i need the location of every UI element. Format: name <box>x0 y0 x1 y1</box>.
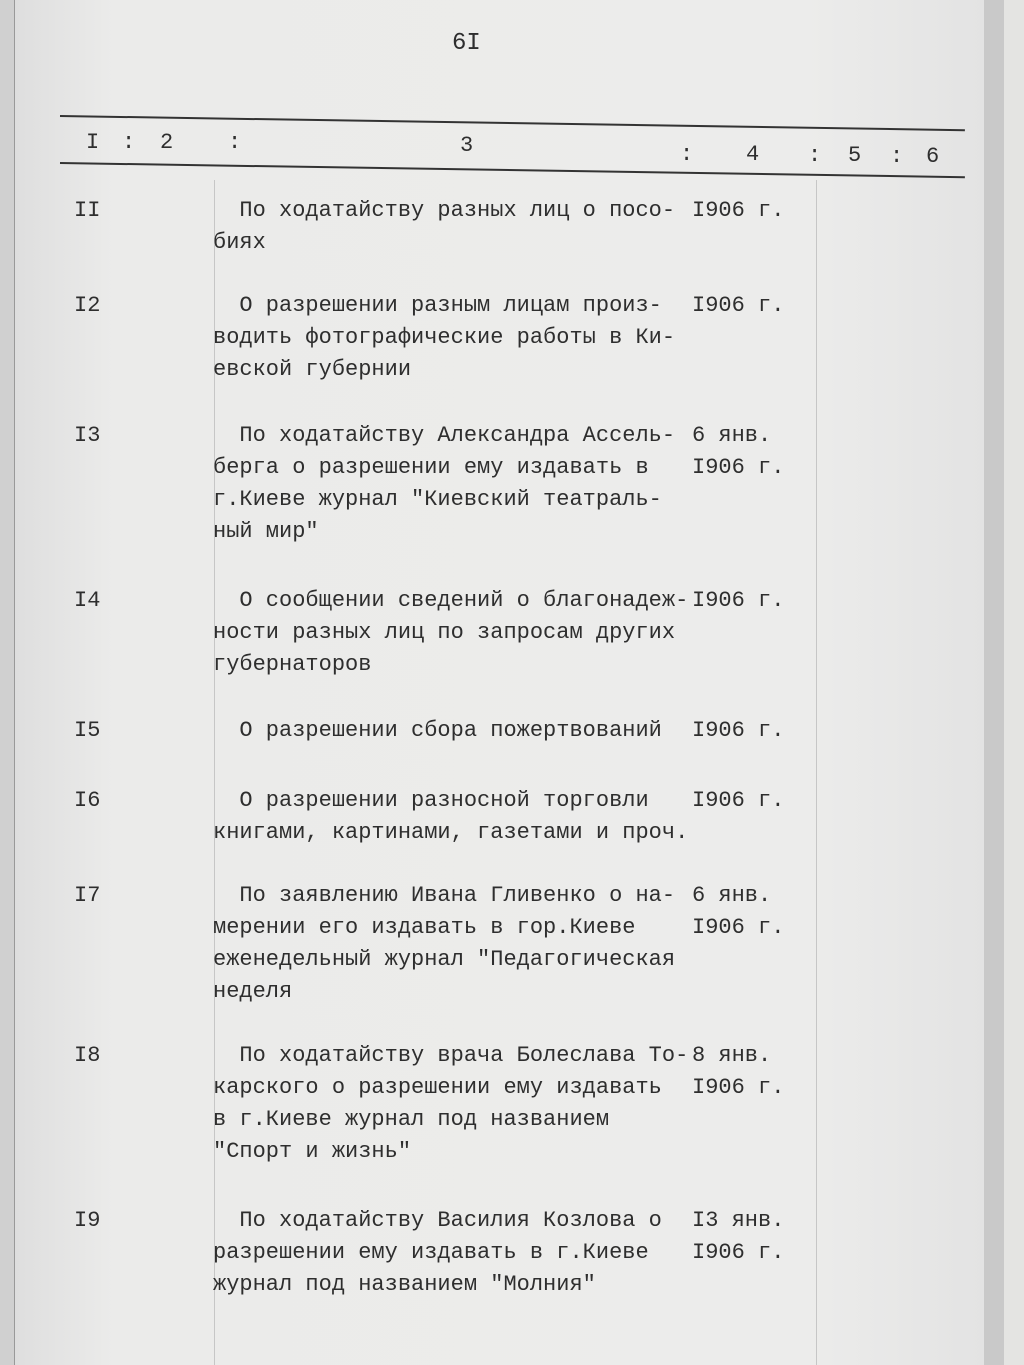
col-sep: : <box>122 130 136 155</box>
entry-date <box>692 785 784 817</box>
entry-date-line: 8 янв. <box>692 1043 772 1068</box>
entry-title <box>213 880 713 1008</box>
entry-title <box>213 1205 713 1301</box>
entry-title-line: мерении его издавать в гор.Киеве <box>213 915 636 940</box>
column-divider <box>816 180 817 1365</box>
col-header-2: 2 <box>160 130 174 155</box>
entry-date-line: I906 г. <box>692 455 785 480</box>
entry-title <box>213 715 713 747</box>
entry-date <box>692 290 784 322</box>
entry-title-line: неделя <box>213 979 293 1004</box>
page-number: 6I <box>452 30 481 57</box>
entry-date-line: I906 г. <box>692 198 785 223</box>
entry-title <box>213 785 713 849</box>
entry-number: I8 <box>74 1043 101 1068</box>
binding-edge <box>0 0 15 1365</box>
entry-date-line: I906 г. <box>692 1240 785 1265</box>
col-header-6: 6 <box>926 144 940 169</box>
entry-number: I6 <box>74 788 101 813</box>
entry-title-line: О сообщении сведений о благонадеж- <box>213 588 689 613</box>
entry-date-line: 6 янв. <box>692 423 772 448</box>
entry-date-line: 6 янв. <box>692 883 772 908</box>
entry-title-line: в г.Киеве журнал под названием <box>213 1107 610 1132</box>
entry-title <box>213 1040 713 1168</box>
entry-title-line: ности разных лиц по запросам других <box>213 620 676 645</box>
entry-date-line: I906 г. <box>692 915 785 940</box>
entry-date <box>692 1040 784 1104</box>
entry-number: I2 <box>74 293 101 318</box>
entry-number: I7 <box>74 883 101 908</box>
entry-title-line: По ходатайству Александра Ассель- <box>213 423 676 448</box>
col-sep: : <box>890 144 904 169</box>
entry-number: I4 <box>74 588 101 613</box>
entry-title-line: О разрешении сбора пожертвований <box>213 718 662 743</box>
entry-title-line: По ходатайству Василия Козлова о <box>213 1208 662 1233</box>
col-sep: : <box>228 130 242 155</box>
entry-title-line: карского о разрешении ему издавать <box>213 1075 662 1100</box>
entry-date <box>692 195 784 227</box>
page-edge <box>984 0 1004 1365</box>
col-sep: : <box>680 142 694 167</box>
entry-title <box>213 585 713 681</box>
entry-title-line: книгами, картинами, газетами и проч. <box>213 820 689 845</box>
entry-title-line: водить фотографические работы в Ки- <box>213 325 676 350</box>
entry-title-line: ный мир" <box>213 519 319 544</box>
entry-title <box>213 290 713 386</box>
entry-date-line: I906 г. <box>692 293 785 318</box>
entry-date-line: I906 г. <box>692 788 785 813</box>
entry-title-line: биях <box>213 230 266 255</box>
entry-date <box>692 715 784 747</box>
entry-title-line: "Спорт и жизнь" <box>213 1139 412 1164</box>
col-header-3: 3 <box>460 133 474 158</box>
entry-date <box>692 880 784 944</box>
entry-date <box>692 420 784 484</box>
entry-date-line: I906 г. <box>692 1075 785 1100</box>
entry-title <box>213 195 713 259</box>
entry-date <box>692 585 784 617</box>
entry-title-line: О разрешении разносной торговли <box>213 788 649 813</box>
entry-title-line: г.Киеве журнал "Киевский театраль- <box>213 487 662 512</box>
entry-number: I9 <box>74 1208 101 1233</box>
entry-title-line: По заявлению Ивана Гливенко о на- <box>213 883 676 908</box>
entry-title-line: берга о разрешении ему издавать в <box>213 455 649 480</box>
entry-title-line: О разрешении разным лицам произ- <box>213 293 662 318</box>
col-sep: : <box>808 143 822 168</box>
entry-title-line: разрешении ему издавать в г.Киеве <box>213 1240 649 1265</box>
entry-date <box>692 1205 784 1269</box>
entry-number: I5 <box>74 718 101 743</box>
col-header-5: 5 <box>848 143 862 168</box>
entry-date-line: I3 янв. <box>692 1208 785 1233</box>
entry-date-line: I906 г. <box>692 588 785 613</box>
entry-title <box>213 420 713 548</box>
entry-number: II <box>74 198 101 223</box>
entry-title-line: По ходатайству разных лиц о посо- <box>213 198 676 223</box>
entry-title-line: губернаторов <box>213 652 372 677</box>
entry-title-line: еженедельный журнал "Педагогическая <box>213 947 676 972</box>
col-header-4: 4 <box>746 142 760 167</box>
entry-title-line: журнал под названием "Молния" <box>213 1272 596 1297</box>
entry-number: I3 <box>74 423 101 448</box>
col-header-1: I <box>86 130 100 155</box>
entry-title-line: евской губернии <box>213 357 412 382</box>
entry-date-line: I906 г. <box>692 718 785 743</box>
entry-title-line: По ходатайству врача Болеслава То- <box>213 1043 689 1068</box>
